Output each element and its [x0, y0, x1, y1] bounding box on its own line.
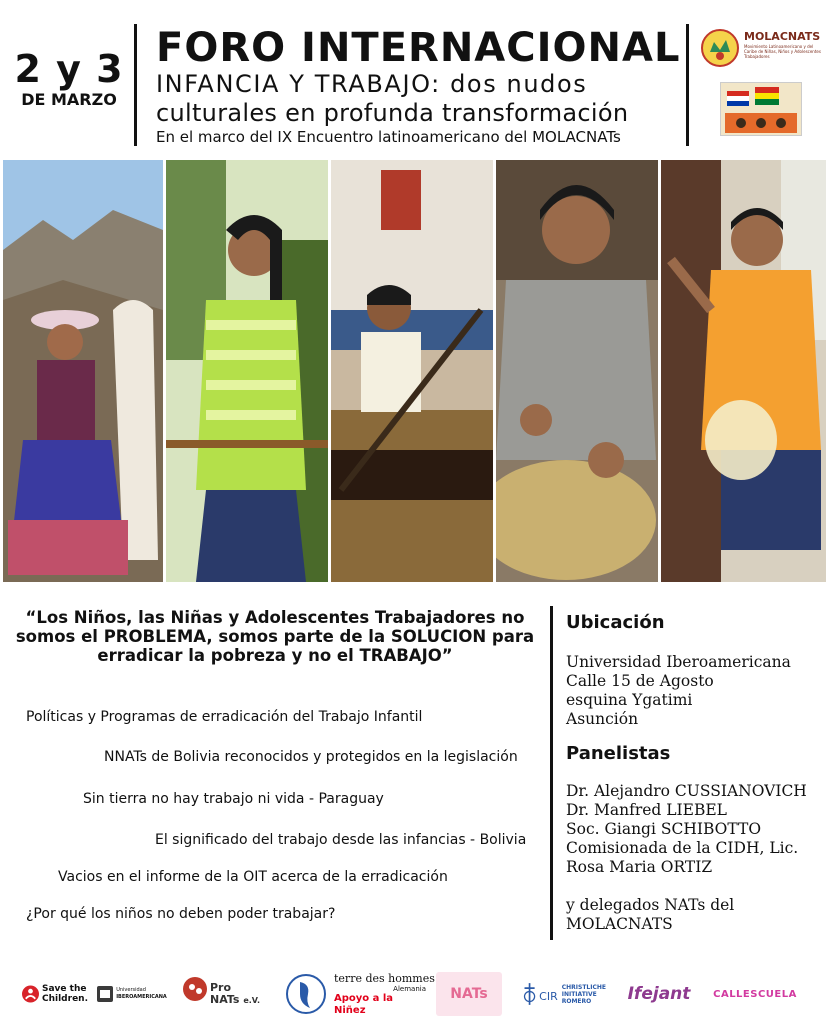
panelist-2: Dr. Manfred LIEBEL	[566, 801, 727, 819]
panel-footer-line-1: y delegados NATs del	[566, 896, 735, 914]
panel-list	[566, 782, 826, 877]
pronats-text-2: NATs	[210, 992, 240, 1006]
event-date	[8, 48, 130, 110]
ifejant-text: Ifejant	[627, 984, 691, 1004]
panelist-4b: Rosa Maria ORTIZ	[566, 858, 713, 876]
photo-boy-with-corn	[496, 160, 658, 582]
molacnats-name: MOLACNATS	[744, 30, 821, 43]
tdh-text-3: Apoyo a la Niñez	[334, 992, 394, 1016]
photo-boy-in-canoe	[331, 160, 493, 582]
uib-logo	[96, 972, 168, 1016]
page-title: FORO INTERNACIONAL	[156, 25, 681, 71]
nats-text: NATs	[450, 986, 488, 1002]
info-column	[566, 612, 826, 934]
panelist-4a: Comisionada de la CIDH, Lic.	[566, 839, 799, 857]
uib-text-1: Universidad	[116, 987, 146, 993]
body-divider	[550, 606, 553, 940]
main-quote: “Los Niños, las Niñas y Adolescentes Trabajadores no somos el PROBLEMA, somos parte de la SOLUCION para erradicar la pobreza y no el TRABAJO”	[15, 608, 535, 665]
uib-emblem-icon	[97, 986, 113, 1002]
pronats-text-1: Pro	[210, 980, 232, 994]
terre-des-hommes-logo	[334, 971, 435, 1016]
subtitle-line-2: culturales en profunda transformación	[156, 99, 629, 127]
location-line-3: esquina Ygatimi	[566, 691, 693, 709]
topic-1: Políticas y Programas de erradicación del Trabajo Infantil	[26, 709, 423, 725]
globe-icon	[286, 974, 326, 1014]
topic-6: ¿Por qué los niños no deben poder trabajar?	[26, 906, 336, 922]
topic-5: Vacios en el informe de la OIT acerca de la erradicación	[58, 869, 448, 885]
date-month: DE MARZO	[21, 90, 117, 109]
location-line-2: Calle 15 de Agosto	[566, 672, 714, 690]
photo-boy-with-bag	[661, 160, 826, 582]
location-address	[566, 653, 826, 729]
panel-footer	[566, 896, 826, 934]
cir-emblem-icon	[522, 979, 537, 1009]
molacnats-logo	[700, 28, 824, 68]
location-line-4: Asunción	[566, 710, 639, 728]
photo-girl-with-llama	[3, 160, 163, 582]
callescuela-text: CALLESCUELA	[713, 988, 797, 1000]
cir-text-4: ROMERO	[561, 997, 592, 1005]
subtitle-line-1: INFANCIA Y TRABAJO: dos nudos	[156, 70, 588, 98]
date-days: 2 y 3	[14, 47, 124, 91]
topic-3: Sin tierra no hay trabajo ni vida - Paraguay	[83, 791, 384, 807]
panel-footer-line-2: MOLACNATS	[566, 915, 673, 933]
tdh-text-1: terre des hommes	[334, 971, 435, 985]
location-line-1: Universidad Iberoamericana	[566, 653, 791, 671]
pronats-text-3: e.V.	[243, 995, 260, 1005]
pronats-logo	[180, 972, 262, 1016]
event-context: En el marco del IX Encuentro latinoamericano del MOLACNATs	[156, 128, 621, 146]
cir-text-2: CHRISTLICHE	[561, 983, 606, 991]
save-the-children-logo	[22, 972, 88, 1016]
cir-logo	[522, 972, 606, 1016]
panelist-3: Soc. Giangi SCHIBOTTO	[566, 820, 762, 838]
save-children-text-1: Save the	[42, 984, 87, 994]
header-divider-left	[134, 24, 137, 146]
photo-girl-with-hoe	[166, 160, 328, 582]
tdh-text-2: Alemania	[393, 984, 426, 993]
ifejant-logo	[622, 972, 696, 1016]
topic-4: El significado del trabajo desde las infancias - Bolivia	[155, 832, 527, 848]
cir-text-3: INITIATIVE	[561, 990, 597, 998]
nats-logo	[436, 972, 502, 1016]
page-subtitle	[156, 70, 656, 128]
header-divider-right	[686, 24, 689, 146]
globe-logo	[285, 972, 327, 1016]
panelist-1: Dr. Alejandro CUSSIANOVICH	[566, 782, 807, 800]
save-children-text-2: Children.	[42, 994, 88, 1004]
pronats-emblem-icon	[182, 977, 208, 1011]
molacnats-emblem-icon	[700, 28, 740, 68]
location-heading: Ubicación	[566, 612, 665, 633]
molacnats-tagline: Movimiento Latinoamericano y del Caribe de Niñas, Niños y Adolescentes Trabajadores	[744, 44, 821, 59]
callescuela-logo	[712, 972, 798, 1016]
panel-heading: Panelistas	[566, 743, 671, 764]
flags-logo	[720, 82, 802, 136]
cir-text-1: CIR	[539, 989, 558, 1003]
topic-2: NNATs de Bolivia reconocidos y protegidos en la legislación	[104, 749, 518, 765]
flags-icon	[721, 83, 801, 135]
save-children-emblem-icon	[22, 985, 39, 1003]
uib-text-2: IBEROAMERICANA	[116, 994, 167, 1000]
